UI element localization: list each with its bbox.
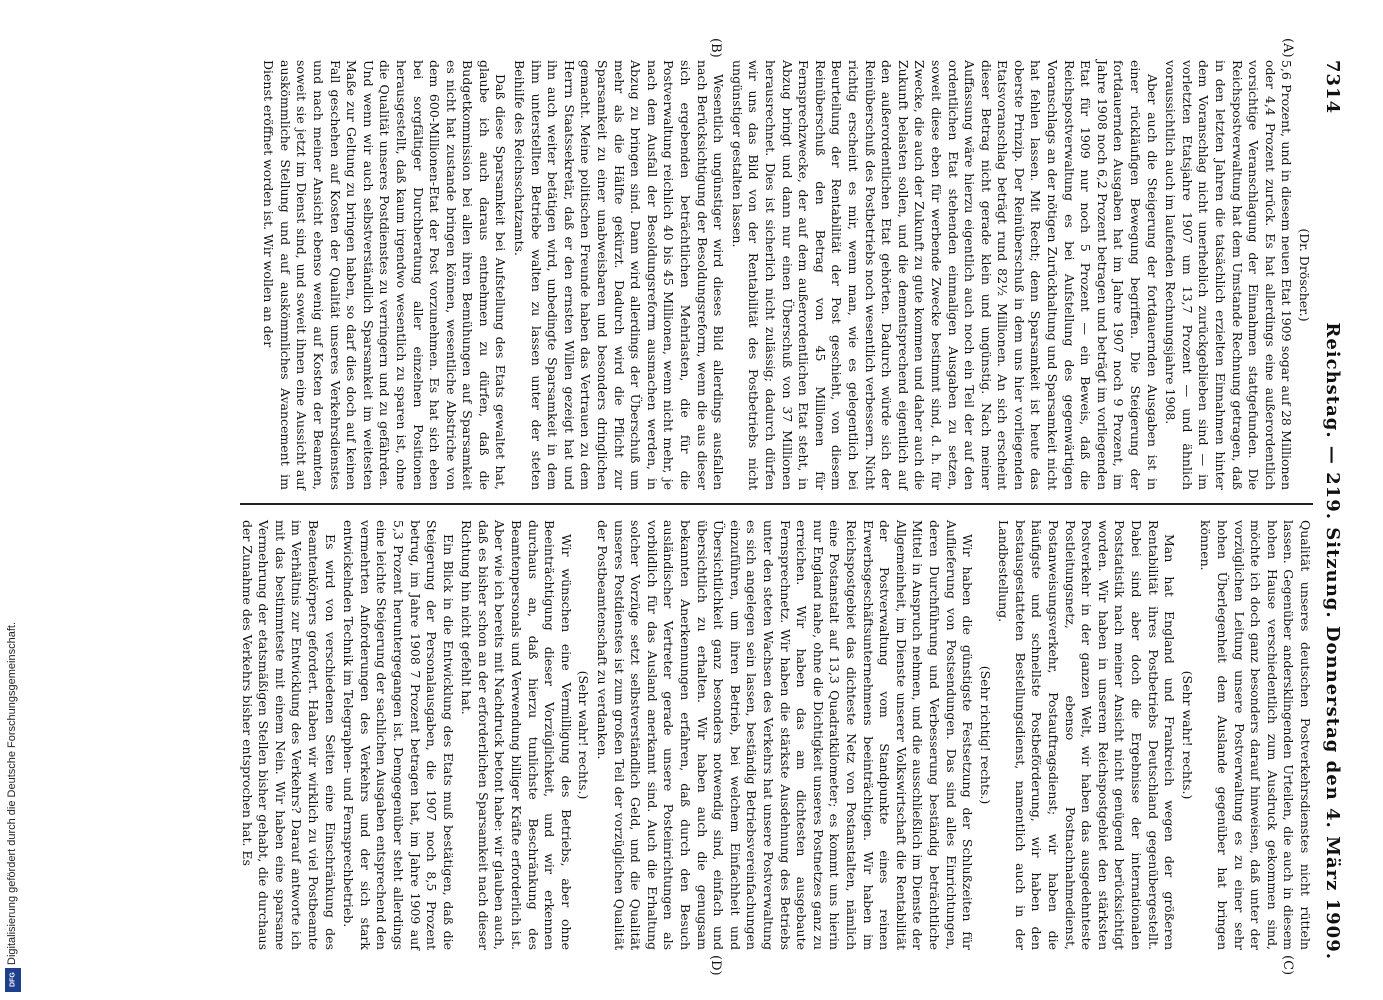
interjection: (Sehr wahr! rechts.): [1179, 670, 1195, 800]
interjection: (Sehr wahr! rechts.): [576, 670, 592, 800]
paragraph: 5,6 Prozent, und in diesem neuen Etat 1909 sogar auf 28 Millionen oder 4,4 Prozent zurück. Es hat allerdings eine außerordentlich vorsichtige Veranschlagung der Einnahmen stattgefunden. Die Reichspostverwaltung hat dem Umstande Rechnung getragen, daß in den letzten Jahren die tatsächlich erzielten Einnahmen hinter dem Voranschlag nicht unerheblich zurückgeblieben sind — im vorletzten Etatsjahre 1907 um 13,7 Prozent — und ähnlich voraussichtlich auch im laufenden Rechnungsjahre 1908.: [1163, 60, 1295, 490]
column-divider: [240, 503, 1313, 505]
speaker-label: (Dr. Dröscher.): [1297, 228, 1312, 322]
paragraph: Wesentlich ungünstiger wird dieses Bild allerdings ausfallen nach Berücksichtigung der Besoldungsreform, wenn die aus dieser sich ergebenden beträchtlichen Mehrlasten, die für die Postverwaltung reichlich 40 bis 45 Millionen, wenn nicht mehr, je nach dem Ausfall der Besoldungsreform ausmachen werden, in Abzug zu bringen sind. Dann wird allerdings der Überschuß um mehr als die Hälfte gekürzt. Dadurch wird die Pflicht zur Sparsamkeit zu einer unabweisbaren und besonders dringlichen gemacht. Meine politischen Freunde haben das Vertrauen zu dem Herrn Staatssekretär, daß er den ernsten Willen gezeigt hat und ihn auch weiter betätigen wird, unbedingte Sparsamkeit in dem ihm unterstellten Betriebe walten zu lassen unter der steten Beihilfe des Reichsschatzamts.: [512, 60, 727, 490]
paragraph: Daß diese Sparsamkeit bei Aufstellung des Etats gewaltet hat, glaube ich auch daraus entnehmen zu dürfen, daß die Budgetkommission bei allen ihren Bemühungen auf Sparsamkeit es nicht hat zustande bringen können, wesentliche Abstriche von dem 600-Millionen-Etat der Post vorzunehmen. Es hat sich eben bei sorgfältiger Durchberatung aller einzelnen Positionen herausgestellt, daß kaum irgendwo wesentlich zu sparen ist, ohne die Qualität unseres Postdienstes zu verringern und zu gefährden. Und wenn wir auch selbstverständlich Sparsamkeit im weitesten Maße zur Geltung zu bringen haben, so darf dies doch auf keinen Fall geschehen auf Kosten der Qualität unseres Verkehrsdienstes und nach meiner Ansicht ebenso wenig auf Kosten der Beamten, soweit sie jetzt im Dienst sind, und soweit ihnen eine Aussicht auf auskömmliche Stellung und auf auskömmliches Avancement im Dienst eröffnet worden ist. Wir wollen an der: [261, 60, 509, 490]
paragraph: Qualität unseres deutschen Postverkehrsdienstes nicht rütteln lassen. Gegenüber andersklingenden Urteilen, die auch in diesem hohen Hause verschiedentlich zum Ausdruck gekommen sind, möchte ich doch ganz besonders darauf hinweisen, daß unter der vorzüglichen Leitung unsere Postverwaltung es zu einer sehr hohen Überlegenheit dem Auslande gegenüber hat bringen können.: [1198, 520, 1313, 950]
page-title: Reichstag. — 219. Sitzung. Donnerstag den 4. März 1909.: [1322, 322, 1344, 960]
paragraph: Man hat England und Frankreich wegen der größeren Rentabilität ihres Postbetriebs Deutschland gegenübergestellt. Dabei sind aber doch die Ergebnisse der internationalen Poststatistik nach meiner Ansicht nicht genügend berücksichtigt worden. Wir haben in unserem Reichspostgebiet den stärksten Postverkehr in der ganzen Welt, wir haben das ausgedehnteste Postleitungsnetz, ebenso Postnachnahmedienst, Postanweisungsverkehr, Postauftragsdienst; wir haben die häufigste und schnellste Postbeförderung, wir haben den bestausgestatteten Bestellungsdienst, namentlich auch in der Landbestellung.: [996, 520, 1178, 950]
right-column: [239, 520, 1313, 950]
digitization-credit-strip: [0, 0, 30, 1000]
paragraph: Wir haben die günstigste Festsetzung der Schlußzeiten für Auflieferung von Postsendungen. Das sind alles Einrichtungen, deren Durchführung und Verbesserung beständig beträchtliche Mittel in Anspruch nehmen, und die ausschließlich im Dienste der Allgemeinheit, im Dienste unserer Volkswirtschaft die Rentabilität der Postverwaltung vom Standpunkte eines reinen Erwerbsgeschäftsunternehmens beeinträchtigen. Wir haben im Reichspostgebiet das dichteste Netz von Postanstalten, nämlich eine Postanstalt auf 13,3 Quadratkilometer; es kommt uns hierin nur England nahe, ohne die Dichtigkeit unseres Postnetzes ganz zu erreichen. Wir haben das am dichtesten ausgebaute Fernsprechnetz. Wir haben die stärkste Ausdehnung des Betriebs unter den steten Wachsen des Verkehrs hat unsere Postverwaltung es sich angelegen sein lassen, beständig Betriebsvereinfachungen einzuführen, um ihren Betrieb, bei welchem Einfachheit und Übersichtlichkeit ganz besonders notwendig sind, einfach und übersichtlich zu erhalten. Wir haben auch die genugsam bekannten Anerkennungen erfahren, daß durch den Besuch ausländischer Vertreter gerade unsere Posteinrichtungen als vorbildlich für das Ausland anerkannt sind. Auch die Erhaltung solcher Vorzüge setzt selbstverständlich Geld, und die Qualität unseres Postdienstes ist zum großen Teil der vorzüglichen Qualität der Postbeamtenschaft zu verdanken.: [595, 520, 976, 950]
digitization-credit: Digitalisierung gefördert durch die Deutsche Forschungsgemeinschaft.: [6, 621, 18, 965]
marker-a: (A): [1280, 38, 1295, 58]
paragraph: Wir wünschen eine Vermilligung des Betriebs, aber ohne Beeinträchtigung dieser Vorzüglichkeit, und wir erkennen durchaus an, daß hierzu tunlichste Beschränkung des Beamtenpersonals und Verwendung billiger Kräfte erforderlich ist. Aber wie ich bereits mit Nachdruck betont habe: wir glauben auch, daß es bisher schon an der erforderlichen Sparsamkeit nach dieser Richtung hin nicht gefehlt hat.: [459, 520, 574, 950]
paragraph: Ein Blick in die Entwicklung des Etats muß bestätigen, daß die Steigerung der Personalausgaben, die 1907 noch 8,5 Prozent betrug, im Jahre 1908 7 Prozent betragen hat, im Jahre 1909 auf 5,3 Prozent heruntergegangen ist. Demgegenüber steht allerdings eine leichte Steigerung der sachlichen Ausgaben entsprechend den vermehrten Anforderungen des Verkehrs und der sich stark entwickelnden Technik im Telegraphen- und Fernsprechbetrieb.: [341, 520, 456, 950]
dfg-logo: DFG: [5, 968, 21, 992]
page-header: [1318, 60, 1348, 960]
page-number: 7314: [1322, 60, 1344, 115]
interjection: (Sehr richtig! rechts.): [977, 665, 993, 805]
marker-d: (D): [708, 955, 723, 976]
marker-b: (B): [708, 38, 723, 58]
left-column: [250, 60, 1313, 490]
paragraph: Aber auch die Steigerung der fortdauernden Ausgaben ist in einer rückläufigen Bewegung begriffen. Die Steigerung der fortdauernden Ausgaben hat im Jahre 1907 noch 9 Prozent, im Jahre 1908 noch 6,2 Prozent betragen und beträgt im vorliegenden Etat für 1909 nur noch 5 Prozent — ein Beweis, daß die Reichspostverwaltung es bei Aufstellung des gegenwärtigen Voranschlags an der nötigen Zurückhaltung und Sparsamkeit nicht hat fehlen lassen. Mit Recht; denn Sparsamkeit ist heute das oberste Prinzip. Der Reinüberschuß in dem uns hier vorliegenden Etatsvoranschlag beträgt rund 82½ Millionen. An sich erscheint dieser Betrag nicht gerade klein und ungünstig. Nach meiner Auffassung wäre hierzu eigentlich auch noch ein Teil der auf den ordentlichen Etat stehenden einmaligen Ausgaben zu setzen, soweit diese eben für werbende Zwecke bestimmt sind, d. h. für Zwecke, die auch der Zukunft zu gute kommen und daher auch die Zukunft belasten sollen, und die dementsprechend eigentlich auf den außerordentlichen Etat gehörten. Dadurch würde sich der Reinüberschuß des Postbetriebs noch wesentlich verbessern. Nicht richtig erscheint es mir, wenn man, wie es gelegentlich bei Beurteilung der Rentabilität der Post geschieht, von diesem Reinüberschuß den Betrag von 45 Millionen für Fernsprechzwecke, der auf dem außerordentlichen Etat steht, in Abzug bringt und dann nur einen Überschuß von 37 Millionen herausrechnet. Dies ist sicherlich nicht zulässig; dadurch dürfen wir uns das Bild von der Rentabilität des Postbetriebs nicht ungünstiger gestalten lassen.: [729, 60, 1160, 490]
marker-c: (C): [1280, 955, 1295, 976]
paragraph: Es wird von verschiedenen Seiten eine Einschränkung des Beamtenkörpers gefordert. Haben wir wirklich zu viel Postbeamte im Verhältnis zur Entwicklung des Verkehrs? Darauf antworte ich mit das bestimmteste mit einem Nein. Wir haben eine sparsame Vermehrung der etatsmäßigen Stellen bisher gehabt, die durchaus der Zunahme des Verkehrs bisher entsprochen hat. Es: [239, 520, 338, 950]
